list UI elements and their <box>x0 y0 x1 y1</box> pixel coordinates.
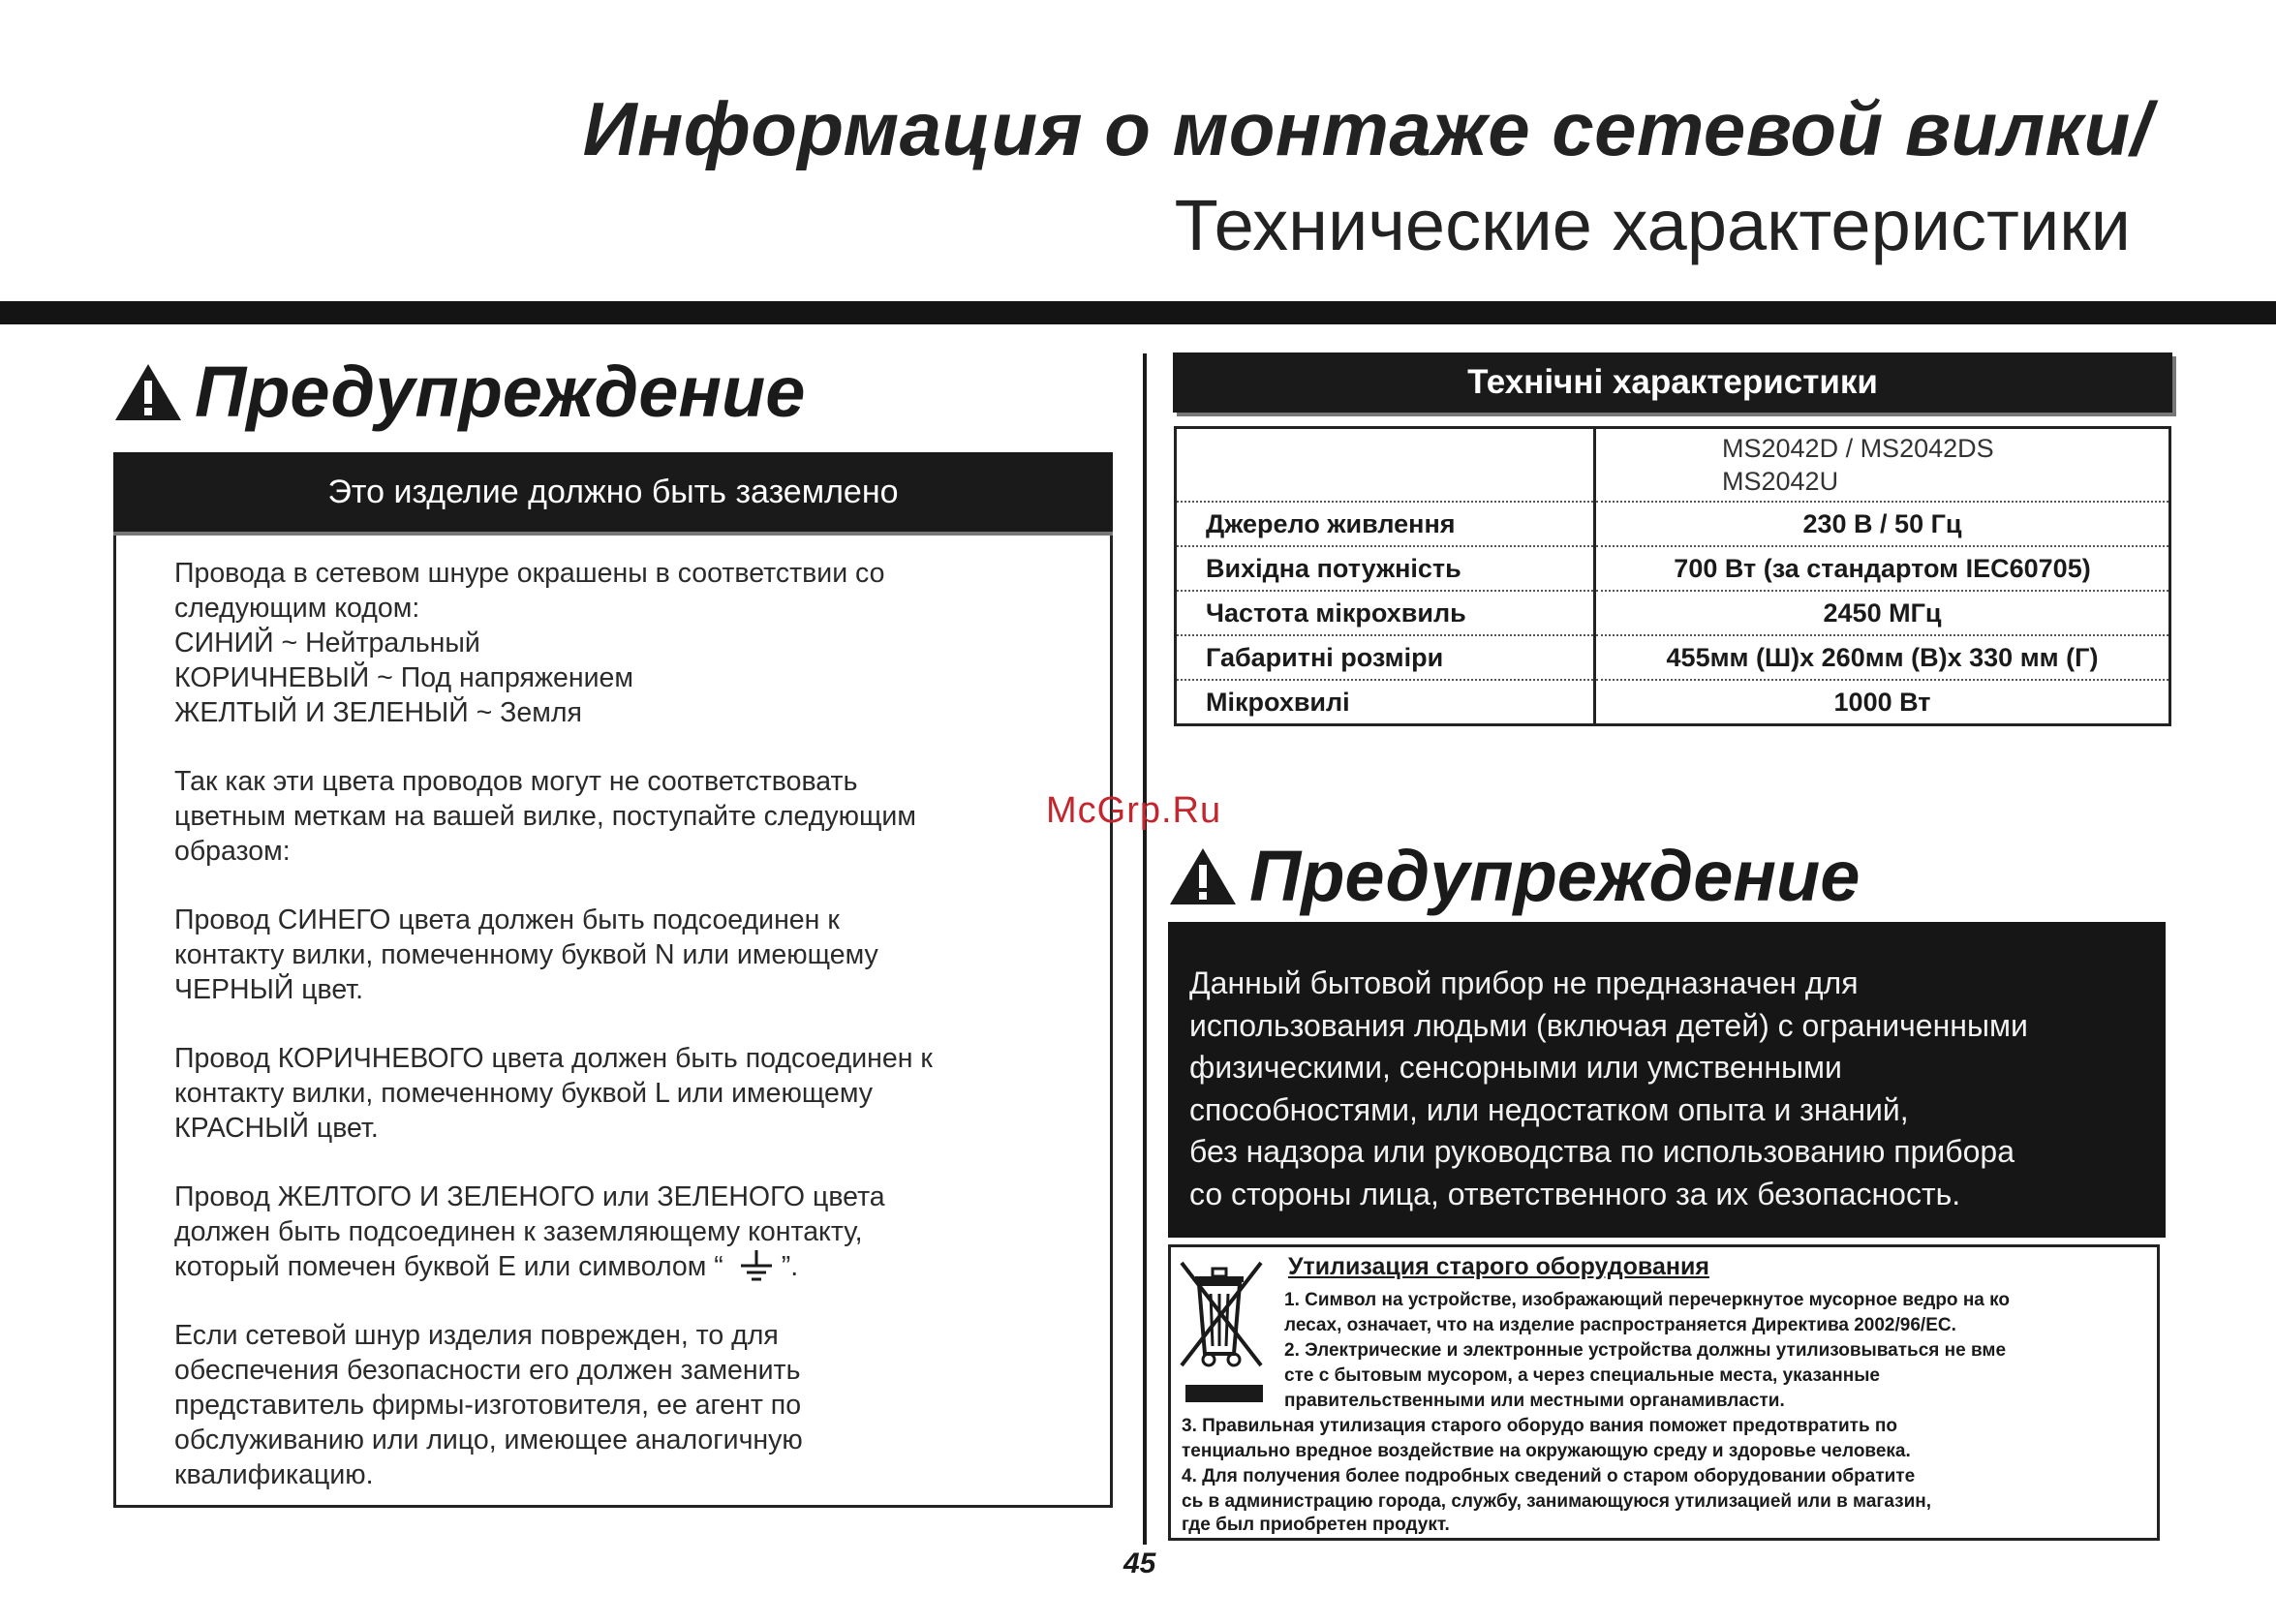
spec-label: Вихідна потужність <box>1176 546 1595 591</box>
spec-value: 455мм (Ш)х 260мм (В)х 330 мм (Г) <box>1595 635 2170 680</box>
spec-label: Джерело живлення <box>1176 502 1595 546</box>
model-names: MS2042D / MS2042DS MS2042U <box>1595 428 2170 503</box>
cord-damage-paragraph: Если сетевой шнур изделия поврежден, то для обеспечения безопасности его должен заменить представитель фирмы-изготовителя, ее агент по обслуживанию или лицо, имеющее аналогичную квалификацию. <box>174 1320 803 1490</box>
table-row <box>1176 635 2170 680</box>
crossed-bin-icon <box>1176 1257 1273 1408</box>
spec-label: Мікрохвилі <box>1176 680 1595 725</box>
ground-symbol-icon <box>733 1250 780 1283</box>
grounding-bar: Это изделие должно быть заземлено <box>113 452 1113 536</box>
ground-wire-paragraph: Провод ЖЕЛТОГО И ЗЕЛЕНОГО или ЗЕЛЕНОГО цвета должен быть подсоединен к заземляющему контакту, который помечен буквой Е или символом “ ”. <box>174 1181 885 1282</box>
spec-label: Габаритні розміри <box>1176 635 1595 680</box>
disposal-title: Утилизация старого оборудования <box>1288 1253 1709 1280</box>
table-row <box>1176 546 2170 591</box>
header-rule <box>0 301 2276 324</box>
specs-bar: Технічні характеристики <box>1173 352 2172 413</box>
table-row <box>1176 502 2170 546</box>
table-row <box>1176 591 2170 635</box>
spec-value: 700 Вт (за стандартом IEC60705) <box>1595 546 2170 591</box>
page-number: 45 <box>1123 1547 1156 1579</box>
watermark: McGrp.Ru <box>1046 790 1222 831</box>
page-title: Информация о монтаже сетевой вилки/ <box>582 86 2152 171</box>
wire-code-paragraph: Провода в сетевом шнуре окрашены в соответствии со следующим кодом: СИНИЙ ~ Нейтральный КОРИЧНЕВЫЙ ~ Под напряжением ЖЕЛТЫЙ И ЗЕЛЕНЫЙ ~ Земля <box>174 558 885 728</box>
spec-label: Частота мікрохвиль <box>1176 591 1595 635</box>
mismatch-paragraph: Так как эти цвета проводов могут не соответствовать цветным меткам на вашей вилке, поступайте следующим образом: <box>174 766 916 867</box>
spec-value: 2450 МГц <box>1595 591 2170 635</box>
right-warning-heading <box>1168 835 1860 917</box>
warning-triangle-icon <box>1168 845 1238 907</box>
usage-warning-box: Данный бытовой прибор не предназначен для использования людьми (включая детей) с ограниченными физическими, сенсорными или умственными способностями, или недостатком опыта и знаний, без надзора или руководства по использованию прибора со стороны лица, ответственного за их безопасность. <box>1168 922 2166 1238</box>
spec-value: 230 В / 50 Гц <box>1595 502 2170 546</box>
grounding-text <box>174 556 1065 1526</box>
blue-wire-paragraph: Провод СИНЕГО цвета должен быть подсоединен к контакту вилки, помеченному буквой N или имеющему ЧЕРНЫЙ цвет. <box>174 904 878 1005</box>
right-warning-title: Предупреждение <box>1249 836 1861 916</box>
left-warning-heading <box>113 351 805 433</box>
table-row <box>1176 428 2170 503</box>
specs-table <box>1174 426 2171 726</box>
page-subtitle: Технические характеристики <box>1174 185 2131 265</box>
brown-wire-paragraph: Провод КОРИЧНЕВОГО цвета должен быть подсоединен к контакту вилки, помеченному буквой L или имеющему КРАСНЫЙ цвет. <box>174 1043 933 1144</box>
column-divider <box>1143 353 1147 1545</box>
spec-value: 1000 Вт <box>1833 687 1931 717</box>
left-warning-title: Предупреждение <box>195 352 806 432</box>
warning-triangle-icon <box>113 361 183 423</box>
table-row <box>1176 680 2170 725</box>
